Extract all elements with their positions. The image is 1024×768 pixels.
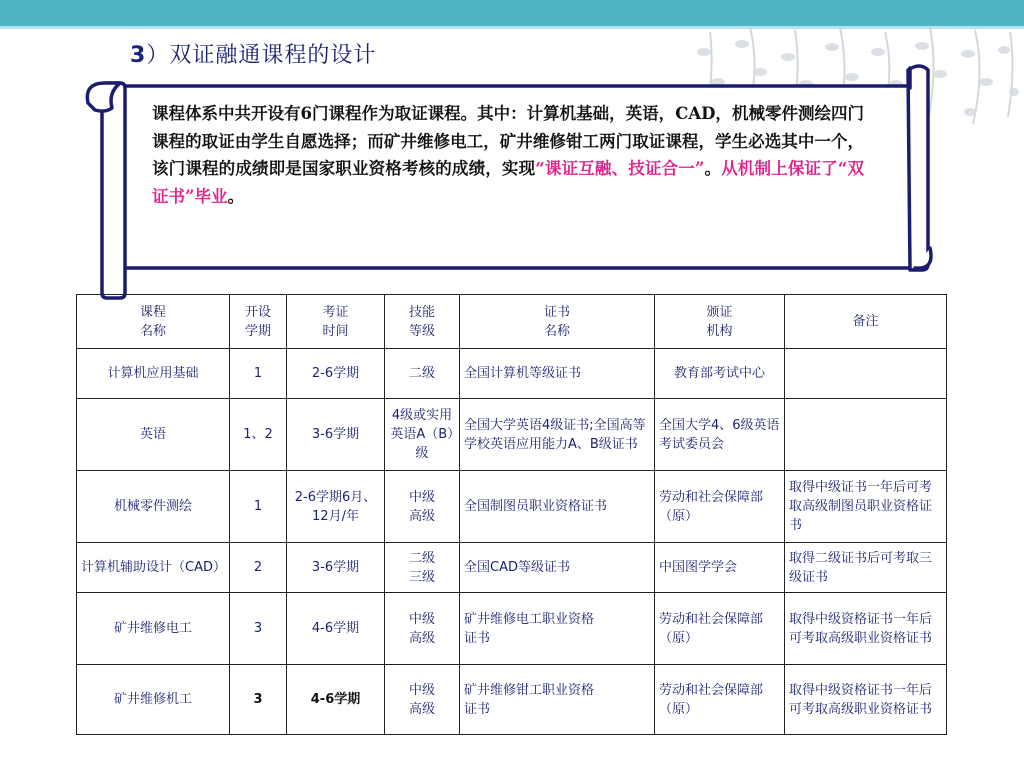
header-course-name: 课程 名称 [77, 295, 230, 349]
cell-semester: 3 [230, 665, 287, 735]
cell-certificate: 全国CAD等级证书 [460, 543, 655, 593]
cell-exam-time: 4-6学期 [287, 665, 385, 735]
cell-course: 计算机应用基础 [77, 349, 230, 399]
table-row [77, 471, 947, 543]
cell-course: 机械零件测绘 [77, 471, 230, 543]
cell-issuer: 劳动和社会保障部（原） [655, 471, 785, 543]
cell-certificate: 全国计算机等级证书 [460, 349, 655, 399]
title-number: 3 [130, 43, 147, 68]
header-exam-time: 考证 时间 [287, 295, 385, 349]
scroll-paragraph [152, 100, 864, 210]
table-header-row [77, 295, 947, 349]
cell-level: 中级 高级 [385, 665, 460, 735]
cell-exam-time: 3-6学期 [287, 543, 385, 593]
table-row [77, 593, 947, 665]
header-remarks: 备注 [785, 295, 947, 349]
table-row [77, 399, 947, 471]
cell-remark: 取得二级证书后可考取三级证书 [785, 543, 947, 593]
table-row [77, 543, 947, 593]
cell-remark: 取得中级资格证书一年后可考取高级职业资格证书 [785, 593, 947, 665]
cell-exam-time: 2-6学期 [287, 349, 385, 399]
cell-semester: 1、2 [230, 399, 287, 471]
cell-level: 二级 [385, 349, 460, 399]
highlight-slogan: “课证互融、技证合一” [535, 159, 705, 178]
cell-course: 英语 [77, 399, 230, 471]
cell-issuer: 教育部考试中心 [655, 349, 785, 399]
cell-level: 4级或实用英语A（B）级 [385, 399, 460, 471]
cell-semester: 3 [230, 593, 287, 665]
header-issuing-body: 颁证 机构 [655, 295, 785, 349]
cell-certificate: 全国大学英语4级证书;全国高等学校英语应用能力A、B级证书 [460, 399, 655, 471]
paragraph-text-3: 。 [227, 186, 244, 206]
cell-course: 矿井维修电工 [77, 593, 230, 665]
cell-remark: 取得中级证书一年后可考取高级制图员职业资格证书 [785, 471, 947, 543]
paragraph-text-1: 课程体系中共开设有6门课程作为取证课程。其中：计算机基础，英语，CAD，机械零件测绘四门课程的取证由学生自愿选择；而矿井维修电工，矿井维修钳工两门取证课程，学生必选其中一个，该门课程的成绩即是国家职业资格考核的成绩，实现 [152, 104, 864, 178]
cell-certificate: 矿井维修电工职业资格 证书 [460, 593, 655, 665]
cell-exam-time: 4-6学期 [287, 593, 385, 665]
highlight-mechanism: 从机制上保证了“双证书”毕业 [152, 159, 865, 206]
cell-certificate: 矿井维修钳工职业资格 证书 [460, 665, 655, 735]
cell-remark: 取得中级资格证书一年后可考取高级职业资格证书 [785, 665, 947, 735]
table-row [77, 665, 947, 735]
title-text: ）双证融通课程的设计 [146, 43, 377, 68]
cell-level: 二级 三级 [385, 543, 460, 593]
cell-level: 中级 高级 [385, 593, 460, 665]
cell-remark [785, 399, 947, 471]
cell-certificate: 全国制图员职业资格证书 [460, 471, 655, 543]
cell-semester: 2 [230, 543, 287, 593]
header-skill-level: 技能 等级 [385, 295, 460, 349]
certificate-table [76, 294, 947, 735]
cell-remark [785, 349, 947, 399]
cell-exam-time: 2-6学期6月、12月/年 [287, 471, 385, 543]
cell-course: 矿井维修机工 [77, 665, 230, 735]
cell-issuer: 全国大学4、6级英语考试委员会 [655, 399, 785, 471]
paragraph-text-2: 。 [704, 159, 722, 178]
cell-level: 中级 高级 [385, 471, 460, 543]
cell-semester: 1 [230, 471, 287, 543]
cell-issuer: 劳动和社会保障部（原） [655, 665, 785, 735]
table-row [77, 349, 947, 399]
header-certificate-name: 证书 名称 [460, 295, 655, 349]
cell-semester: 1 [230, 349, 287, 399]
cell-exam-time: 3-6学期 [287, 399, 385, 471]
cell-issuer: 劳动和社会保障部（原） [655, 593, 785, 665]
cell-course: 计算机辅助设计（CAD） [77, 543, 230, 593]
header-semester: 开设 学期 [230, 295, 287, 349]
cell-issuer: 中国图学学会 [655, 543, 785, 593]
